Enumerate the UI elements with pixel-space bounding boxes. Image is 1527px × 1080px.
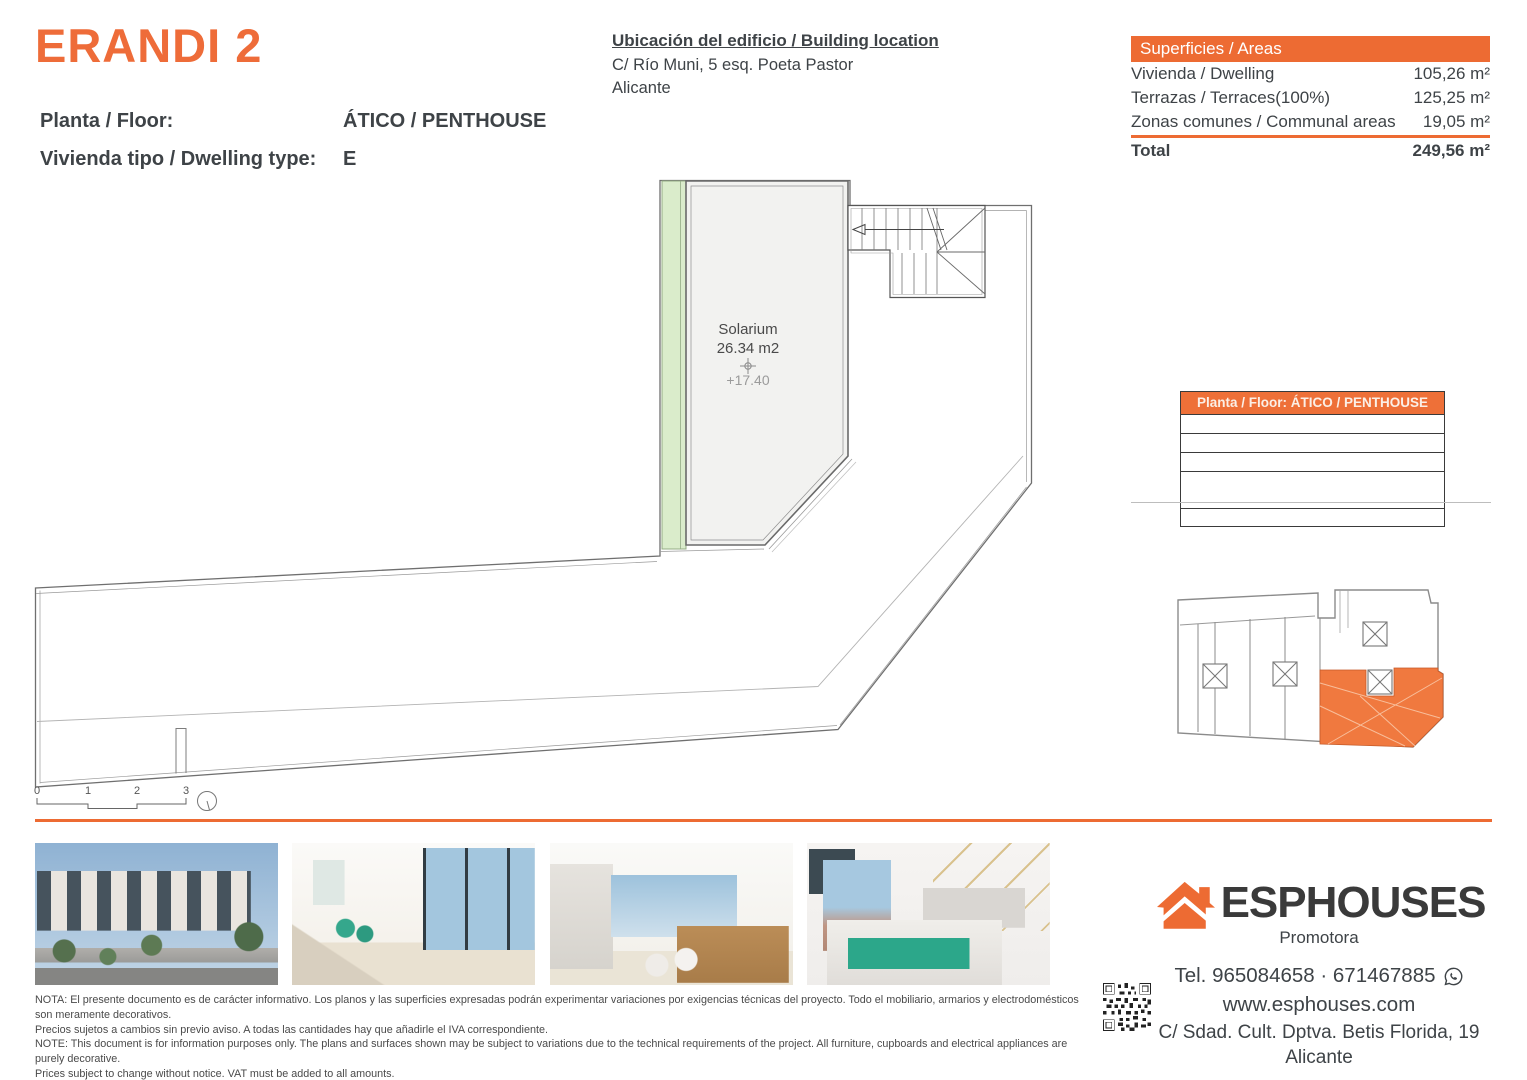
developer-brand-block	[1128, 874, 1510, 1069]
photo-bedroom	[807, 843, 1050, 985]
brand-name: ESPHOUSES	[1220, 878, 1486, 927]
phone-line	[1174, 964, 1463, 988]
photo-kitchen-dining	[550, 843, 793, 985]
areas-row-value: 105,26 m²	[1413, 64, 1490, 83]
page-title: ERANDI 2	[35, 19, 263, 72]
areas-row-communal	[1131, 110, 1490, 134]
solarium-label	[688, 320, 808, 358]
website-url: www.esphouses.com	[1222, 993, 1416, 1016]
scale-tick-2: 2	[133, 785, 141, 797]
disclaimer-line: NOTA: El presente documento es de carácter informativo. Los planos y las superficies expresadas podrán experimentar variaciones por exigencias técnicas del proyecto. Todo el mobiliario, armarios y electrodomésticos son meramente decorativos.	[35, 994, 1079, 1021]
areas-total-value: 249,56 m²	[1412, 141, 1490, 160]
unit-table-empty-row	[1181, 433, 1444, 452]
floor-plan-drawing	[0, 150, 1100, 850]
unit-table-empty-row	[1181, 452, 1444, 471]
scale-tick-3: 3	[182, 785, 190, 797]
horizontal-guideline	[1131, 502, 1491, 503]
areas-row-value: 19,05 m²	[1422, 112, 1490, 131]
esphouses-logo	[1153, 874, 1486, 932]
solarium-area-value: 26.34 m2	[716, 340, 780, 357]
areas-table-header: Superficies / Areas	[1131, 36, 1490, 62]
disclaimer-line: Prices subject to change without notice. VAT must be added to all amounts.	[35, 1067, 395, 1080]
disclaimer-line: Precios sujetos a cambios sin previo aviso. A todas las cantidades hay que añadirle el IVA correspondiente.	[35, 1023, 548, 1036]
areas-row-value: 125,25 m²	[1413, 88, 1490, 107]
floor-label: Planta / Floor:	[40, 110, 174, 132]
scale-tick-1: 1	[84, 785, 92, 797]
floor-value: ÁTICO / PENTHOUSE	[343, 110, 547, 132]
solarium-name: Solarium	[718, 321, 778, 338]
solarium-area	[686, 181, 856, 552]
terrace-outline	[36, 181, 1032, 788]
areas-row-label: Zonas comunes / Communal areas	[1131, 112, 1396, 131]
terrace-inner-lines	[36, 211, 1027, 784]
areas-total-label: Total	[1131, 141, 1171, 160]
areas-row-label: Vivienda / Dwelling	[1131, 64, 1275, 83]
building-location-title: Ubicación del edificio / Building location	[612, 31, 939, 50]
building-location-address: C/ Río Muni, 5 esq. Poeta Pastor	[612, 56, 854, 74]
stairs	[848, 206, 985, 298]
unit-table-empty-row	[1181, 414, 1444, 433]
areas-table	[1131, 36, 1490, 164]
photo-building-exterior	[35, 843, 278, 985]
key-plan	[1170, 578, 1470, 778]
brand-subtitle: Promotora	[1279, 928, 1359, 947]
building-location-city: Alicante	[612, 79, 671, 97]
whatsapp-icon	[1443, 966, 1464, 987]
dwelling-type-value: E	[343, 148, 357, 170]
phone-numbers: Tel. 965084658 · 671467885	[1174, 964, 1436, 987]
north-indicator	[198, 792, 217, 811]
level-value: +17.40	[726, 372, 770, 388]
office-city: Alicante	[1285, 1047, 1353, 1068]
scale-bar	[37, 798, 186, 809]
areas-row-terraces	[1131, 86, 1490, 110]
areas-total-row	[1131, 135, 1490, 164]
disclaimer-line: NOTE: This document is for information purposes only. The plans and surfaces shown may be subject to variations due to the technical requirements of the project. All furniture, cupboards and electrical appliances are purely decorative.	[35, 1038, 1068, 1066]
unit-floor-table-header: Planta / Floor: ÁTICO / PENTHOUSE	[1181, 392, 1444, 414]
office-address: C/ Sdad. Cult. Dptva. Betis Florida, 19	[1158, 1022, 1480, 1043]
areas-row-dwelling	[1131, 62, 1490, 86]
house-icon	[1153, 874, 1219, 932]
dwelling-type-label: Vivienda tipo / Dwelling type:	[40, 148, 317, 170]
terrace-pillar	[176, 729, 186, 774]
green-strip	[662, 181, 686, 549]
orange-divider	[35, 819, 1492, 822]
unit-table-empty-row	[1181, 508, 1444, 526]
areas-row-label: Terrazas / Terraces(100%)	[1131, 88, 1331, 107]
qr-code	[1103, 983, 1151, 1031]
scale-tick-0: 0	[33, 785, 41, 797]
photo-living-room	[292, 843, 535, 985]
disclaimer	[35, 993, 1095, 1080]
unit-floor-table	[1180, 391, 1445, 527]
